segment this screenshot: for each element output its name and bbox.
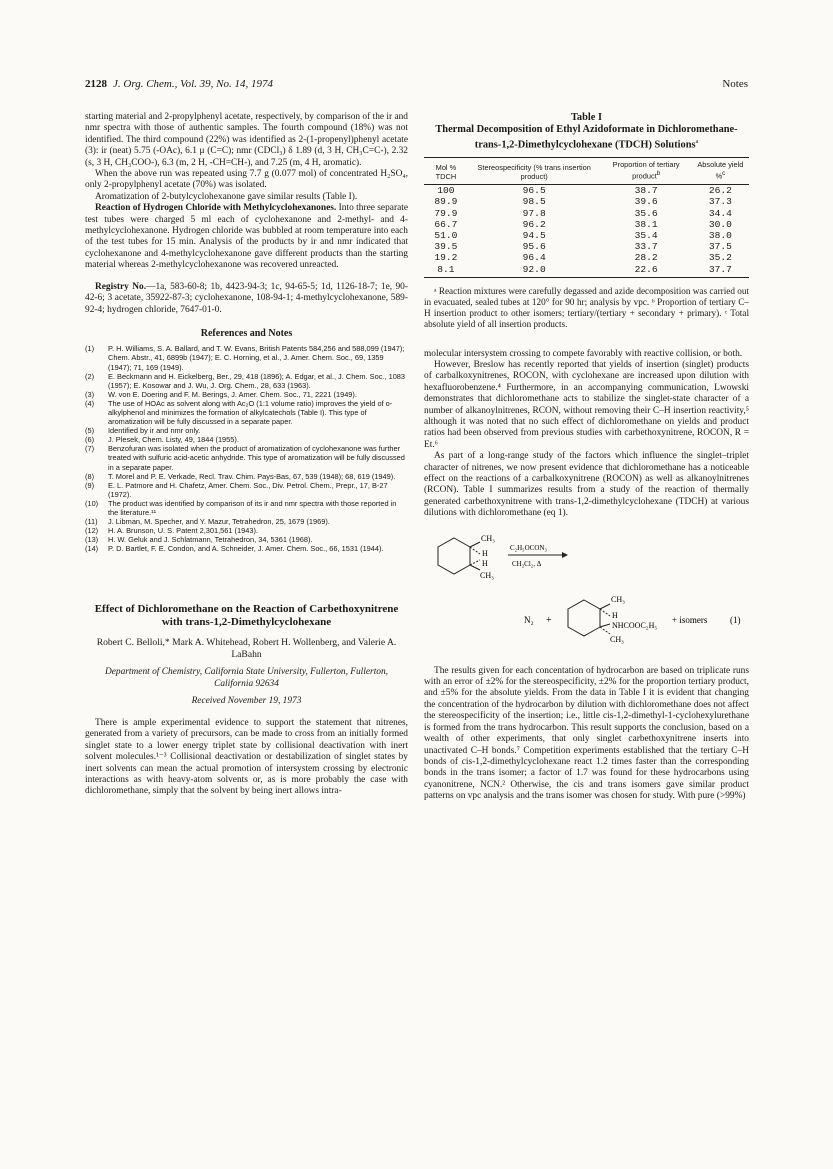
product-cyclohexane-ring xyxy=(568,600,600,636)
product-n2: N₂ xyxy=(524,614,534,625)
page-header xyxy=(85,78,748,94)
product-plus: + xyxy=(546,614,552,626)
article-affiliation: Department of Chemistry, California State University, Fullerton, Fullerton, California 92634 xyxy=(104,667,389,689)
page-number: 2128 xyxy=(85,78,107,90)
reactant-h-bottom: H xyxy=(482,558,488,568)
reactant-cyclohexane-ring xyxy=(438,538,470,574)
reactant-bond-top xyxy=(470,542,480,547)
reactant-hash-bond-bottom xyxy=(470,560,480,565)
article-title: Effect of Dichloromethane on the Reaction of Carbethoxynitrene with trans-1,2-Dimethylcyclohexane xyxy=(94,603,399,629)
reactant-ch3-bottom: CH₃ xyxy=(480,570,494,580)
reference-item: (14) P. D. Bartlet, F. E. Condon, and A. Schneider, J. Amer. Chem. Soc., 66, 1531 (1944). xyxy=(85,544,384,554)
reference-item: (7) Benzofuran was isolated when the product of aromatization of cyclohexanone was further treated with sulfuric acid-acetic anhydride. This type of aromatization will be fully discussed in a separate paper. xyxy=(85,444,405,472)
table-caption xyxy=(424,112,749,151)
article-authors: Robert C. Belloli,* Mark A. Whitehead, Robert H. Wollenberg, and Valerie A. LaBahn xyxy=(96,637,397,661)
section-label: Notes xyxy=(722,78,748,90)
hcl-text: Into three separate test tubes were charged 5 ml each of cyclohexanone and 2-methyl- and 4-methylcyclohexanone. Hydrogen chloride was bubbled at room temperature into each of the test tubes for 15 min. Analysis of the products by ir and nmr indicated that cyclohexanone and 4-methylcyclohexanone gave different products than the starting material whereas 2-methylcyclohexanone was recovered unreacted. xyxy=(85,203,408,271)
reference-item: (9) E. L. Patmore and H. Chafetz, Amer. Chem. Soc., Div. Petrol. Chem., Prepr., 17, B-27 (1972). xyxy=(85,480,388,499)
hcl-heading: Reaction of Hydrogen Chloride with Methylcyclohexanones. xyxy=(95,203,337,214)
table-header-row xyxy=(424,158,749,185)
product-urethane: NHCOOC₂H₅ xyxy=(612,620,658,630)
table-row: 66.7 96.2 38.1 30.0 xyxy=(434,218,732,230)
product-isomers: + isomers xyxy=(672,614,708,625)
equation-number: (1) xyxy=(730,614,741,625)
references-list xyxy=(85,344,408,553)
left-column xyxy=(85,112,408,798)
reference-item: (3) W. von E. Doering and F. M. Berings, J. Amer. Chem. Soc., 71, 2221 (1949). xyxy=(85,389,357,399)
reference-item: (1) P. H. Williams, S. A. Ballard, and T. W. Evans, British Patents 584,256 and 588,099 (1947); Chem. Abstr., 41, 6899b (1947); E. C. Horning, et al., J. Amer. Chem. Soc., 69, 1359 (1947); 71, 169 (1949). xyxy=(85,344,405,372)
right-paragraph-2: However, Breslow has recently reported that yields of insertion (singlet) products of carbalkoxynitrenes, ROCON, with cyclohexane are increased upon dilution with hexafluorobenzene.⁴ Furthermore, in an accompanying communication, Lwowski demonstrates that dichloromethane acts to stabilize the singlet-state character of a number of alkanoylnitrenes, RCON, without removing their C–H insertion reactivity,⁵ although it was noted that no such effect of dichloromethane on yields and product ratios had been observed from previous studies with carbethoxynitrene, ROCON, R = Et.⁶ xyxy=(424,359,749,450)
intro-paragraph-3: Aromatization of 2-butylcyclohexanone gave similar results (Table I). xyxy=(95,191,358,202)
journal-citation: J. Org. Chem., Vol. 39, No. 14, 1974 xyxy=(113,78,274,90)
product-ch3-bottom: CH₃ xyxy=(610,634,624,644)
received-date: Received November 19, 1973 xyxy=(191,696,302,707)
table-row: 89.9 98.5 39.6 37.3 xyxy=(434,196,732,208)
reactant-hash-bond-top xyxy=(470,547,480,554)
solvent-label: CH₂Cl₂, Δ xyxy=(512,559,542,568)
product-bond-n xyxy=(600,624,610,627)
table-number: Table I xyxy=(570,112,603,123)
reference-item: (5) Identified by ir and nmr only. xyxy=(85,426,201,436)
reactant-ch3-top: CH₃ xyxy=(481,533,495,543)
table-row: 79.9 97.8 35.6 34.4 xyxy=(434,207,732,219)
table-row: 100 96.5 38.7 26.2 xyxy=(437,185,732,197)
table-title-footnote-mark: a xyxy=(695,139,699,145)
col-header-absolute-yield: Absolute yield %$^c$ xyxy=(692,158,749,185)
product-ch3-top: CH₃ xyxy=(611,594,625,604)
right-paragraph-4: The results given for each concentation of hydrocarbon are based on triplicate runs with an error of ±2% for the stereospecificity, ±2% for the proportion tertiary product, and ±5% for the absolute yields. From the data in Table I it is evident that changing the concentration of the hydrocarbon by dilution with dichloromethane does not affect the stereospecificity of the insertion; i.e., little cis-1,2-dimethyl-1-cyclohexylurethane is formed from the trans hydrocarbon. This result supports the conclusion, based on a wealth of other experiments, that only singlet carbethoxynitrene inserts into unactivated C–H bonds.⁷ Competition experiments established that the tertiary C–H bonds of cis-1,2-dimethylcyclohexane react 1.2 times faster than the corresponding bonds in the trans isomer; a factor of 1.7 was found for these hydrocarbons using cyanonitrene, NCN.² Otherwise, the cis and trans isomers gave similar product patterns on vpc analysis and the trans isomer was chosen for study. With pure (>99%) xyxy=(424,665,749,802)
reference-item: (6) J. Plesek, Chem. Listy, 49, 1844 (1955). xyxy=(85,435,239,445)
reference-item: (8) T. Morel and P. E. Verkade, Recl. Trav. Chim. Pays-Bas, 67, 539 (1948); 68, 619 (1949). xyxy=(85,471,396,481)
table-footnotes: ᵃ Reaction mixtures were carefully degassed and azide decomposition was carried out in evacuated, sealed tubes at 120° for 90 hr; analysis by vpc. ᵇ Proportion of tertiary C–H insertion product to other isomers; tertiary/(tertiary + secondary + primary). ᶜ Total absolute yield of all insertion products. xyxy=(424,285,749,330)
reactant-bond-bottom xyxy=(470,565,480,570)
col-header-mol-percent: Mol % TDCH xyxy=(424,158,468,185)
registry-text: —1a, 583-60-8; 1b, 4423-94-3; 1c, 94-65-5; 1d, 1126-18-7; 1e, 90-42-6; 3 acetate, 35922-87-3; cyclohexanone, 108-94-1; 4-methylcyclohexanone, 589-92-4; hydrogen chloride, 7647-01-0. xyxy=(85,281,408,315)
table-row: 8.1 92.0 22.6 37.7 xyxy=(424,264,749,278)
product-hash-bond-bottom xyxy=(600,627,610,634)
reaction-scheme-graphic xyxy=(424,528,749,656)
reference-item: (2) E. Beckmann and H. Eickelberg, Ber., 29, 418 (1896); A. Edgar, et al., J. Chem. Soc., 1083 (1957); E. Kosowar and J. Wu, J. Org. Chem., 28, 633 (1963). xyxy=(85,371,406,390)
references-heading: References and Notes xyxy=(200,327,293,339)
product-bond-top xyxy=(600,604,610,609)
reaction-equation xyxy=(424,528,749,656)
table-row: 39.5 95.6 33.7 37.5 xyxy=(434,241,732,253)
reference-item: (13) H. W. Geluk and J. Schlatmann, Tetrahedron, 34, 5361 (1968). xyxy=(85,535,313,545)
product-hash-bond-top xyxy=(600,609,610,616)
intro-paragraph-2: When the above run was repeated using 7.7 g (0.077 mol) of concentrated H₂SO₄, only 2-propylphenyl acetate (70%) was isolated. xyxy=(85,169,408,191)
reference-item: (4) The use of HOAc as solvent along with Ac₂O (1:1 volume ratio) improves the yield of o-alkylphenol and minimizes the formation of alkylcatechols (Table I). This type of aromatization will be fully discussed in a separate paper. xyxy=(85,398,393,427)
reference-item: (11) J. Libman, M. Specher, and Y. Mazur, Tetrahedron, 25, 1679 (1969). xyxy=(85,517,330,527)
right-paragraph-3: As part of a long-range study of the factors which influence the singlet–triplet character of nitrenes, we now present evidence that dichloromethane has a noticeable effect on the reactions of a carbalkoxynitrene (ROCON) as well as alkanoylnitrenes (RCON). Table I summarizes results from a study of the reaction of thermally generated carbethoxynitrene with trans-1,2-dimethylcyclohexane (TDCH) at various dilutions with dichloromethane (eq 1). xyxy=(424,451,749,519)
results-table xyxy=(424,157,749,277)
table-title: Thermal Decomposition of Ethyl Azidoformate in Dichloromethane-trans-1,2-Dimethylcyclohexane (TDCH) Solutions$^a$ xyxy=(435,124,738,151)
intro-paragraph-1: starting material and 2-propylphenyl acetate, respectively, by comparison of the ir and nmr spectra with those of authentic samples. The fourth compound (18%) was not identified. The third compound (22%) was identified as 2-(1-propenyl)phenyl acetate (3): ir (neat) 5.75 (-OAc), 6.1 μ (C=C); nmr (CDCl₃) δ 1.89 (d, 3 H, CH₃C=C-), 2.32 (s, 3 H, CH₃COO-), 6.3 (m, 2 H, -CH=CH-), and 7.25 (m, 4 H, aromatic). xyxy=(85,112,408,168)
article-body-intro: There is ample experimental evidence to support the statement that nitrenes, generated from a variety of precursors, can be made to cross from an initially formed singlet state to a lower energy triplet state by collisional deactivation with inert solvent molecules.¹⁻³ Collisional deactivation or destabilization of singlet states by inert solvents can mean the actual promotion of intersystem crossing by electronic interactions as with heavy-atom solvents or, as is more probably the case with dichloromethane, simply that the solvent by being inert allows intra- xyxy=(85,717,408,797)
col-header-tertiary-proportion: Proportion of tertiary product$^b$ xyxy=(601,158,692,185)
table-row: 51.0 94.5 35.4 38.0 xyxy=(434,229,732,241)
right-paragraph-1: molecular intersystem crossing to compete favorably with reactive collision, or both. xyxy=(424,348,743,359)
registry-paragraph xyxy=(85,282,408,316)
reactant-h-top: H xyxy=(482,548,488,558)
reaction-arrowhead xyxy=(562,552,568,558)
col-header-stereospecificity: Stereospecificity (% trans insertion product) xyxy=(468,158,601,185)
reagent-label: C₂H₅OCON₃ xyxy=(510,543,547,552)
reference-item: (12) H. A. Brunson, U. S. Patent 2,301,561 (1943). xyxy=(85,526,258,536)
reference-item: (10) The product was identified by comparison of its ir and nmr spectra with those reported in the literature.¹¹ xyxy=(85,498,397,517)
registry-heading: Registry No. xyxy=(95,281,147,292)
hcl-paragraph xyxy=(85,203,408,271)
table-row: 19.2 96.4 28.2 35.2 xyxy=(434,252,732,264)
header-left xyxy=(85,78,273,90)
product-h: H xyxy=(612,610,618,620)
right-column xyxy=(424,112,749,803)
